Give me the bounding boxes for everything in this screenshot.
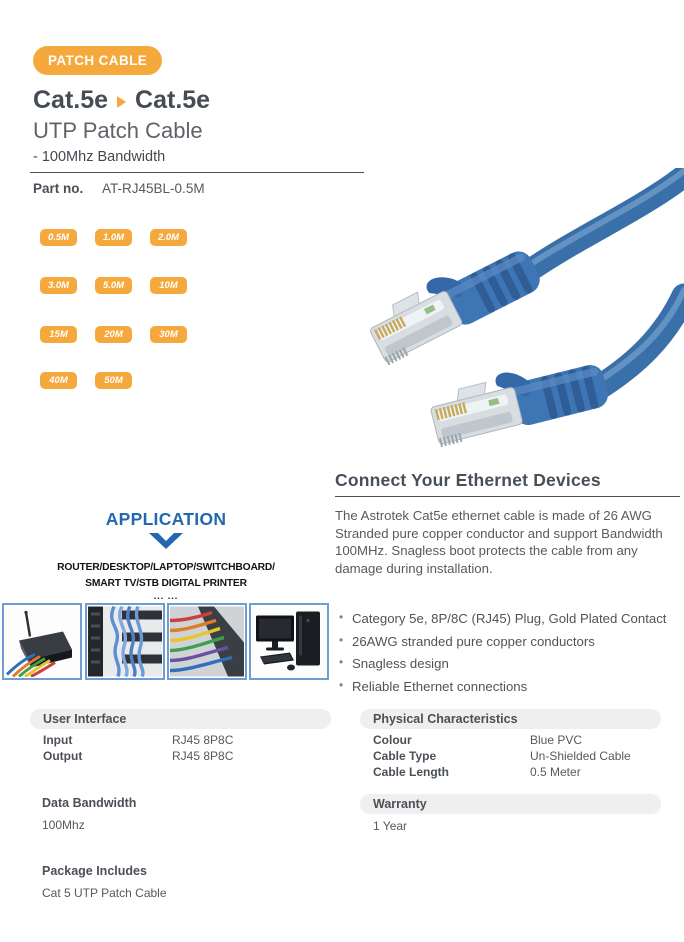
spec-value: RJ45 8P8C <box>172 733 234 747</box>
application-etc: ... ... <box>153 591 179 601</box>
length-badge: 40M <box>40 372 77 389</box>
warranty-value: 1 Year <box>373 819 408 833</box>
length-badge: 10M <box>150 277 187 294</box>
feature-item: • Category 5e, 8P/8C (RJ45) Plug, Gold Plated Contact <box>337 611 682 626</box>
spec-label: Input <box>43 733 73 747</box>
user-interface-header: User Interface <box>30 709 331 729</box>
product-subtitle: UTP Patch Cable <box>33 118 203 143</box>
package-includes-title: Package Includes <box>42 864 147 878</box>
spec-value: Un-Shielded Cable <box>530 749 631 763</box>
spec-value: RJ45 8P8C <box>172 749 234 763</box>
application-devices-line1: ROUTER/DESKTOP/LAPTOP/SWITCHBOARD/ <box>57 562 275 573</box>
length-badge: 5.0M <box>95 277 132 294</box>
feature-item: • Snagless design <box>337 656 682 671</box>
package-includes-value: Cat 5 UTP Patch Cable <box>42 886 167 900</box>
cable-photo <box>345 168 684 464</box>
application-heading: APPLICATION <box>105 509 227 529</box>
feature-list <box>337 611 682 701</box>
length-badge: 2.0M <box>150 229 187 246</box>
length-badge: 30M <box>150 326 187 343</box>
application-section <box>0 509 332 601</box>
title-divider <box>30 172 364 173</box>
application-devices-line2: SMART TV/STB DIGITAL PRINTER <box>85 578 247 589</box>
spec-label: Output <box>43 749 83 763</box>
feature-item: • Reliable Ethernet connections <box>337 679 682 694</box>
product-description: The Astrotek Cat5e ethernet cable is made of 26 AWG Stranded pure copper conductor and support Bandwidth 100MHz. Snagless boot protects the cable from any damage during installation. <box>335 508 663 576</box>
length-badge: 1.0M <box>95 229 132 246</box>
length-badge: 0.5M <box>40 229 77 246</box>
spec-label: Cable Type <box>373 749 437 763</box>
spec-label: Colour <box>373 733 412 747</box>
connect-heading: Connect Your Ethernet Devices <box>335 470 601 490</box>
patch-panel-image <box>167 603 247 680</box>
title-cat-left: Cat.5e <box>33 86 109 114</box>
warranty-header: Warranty <box>360 794 661 814</box>
part-number-value: AT-RJ45BL-0.5M <box>102 181 205 196</box>
length-badge: 50M <box>95 372 132 389</box>
part-number-row <box>33 181 205 196</box>
physical-characteristics-header: Physical Characteristics <box>360 709 661 729</box>
length-badge: 15M <box>40 326 77 343</box>
feature-item: • 26AWG stranded pure copper conductors <box>337 634 682 649</box>
rack-cables-image <box>85 603 165 680</box>
arrow-down-icon <box>0 533 332 554</box>
data-bandwidth-title: Data Bandwidth <box>42 796 137 810</box>
desktop-computer-image <box>249 603 329 680</box>
bandwidth-line: - 100Mhz Bandwidth <box>33 149 166 165</box>
length-badge: 3.0M <box>40 277 77 294</box>
spec-value: 0.5 Meter <box>530 765 581 779</box>
connect-divider <box>335 496 680 497</box>
spec-value: Blue PVC <box>530 733 583 747</box>
data-bandwidth-value: 100Mhz <box>42 818 85 832</box>
part-number-label: Part no. <box>33 181 84 196</box>
router-image <box>2 603 82 680</box>
page-title <box>33 86 210 115</box>
title-cat-right: Cat.5e <box>135 86 211 114</box>
length-badge: 20M <box>95 326 132 343</box>
spec-label: Cable Length <box>373 765 450 779</box>
patch-cable-badge: PATCH CABLE <box>33 46 162 75</box>
arrow-right-icon <box>117 96 126 108</box>
